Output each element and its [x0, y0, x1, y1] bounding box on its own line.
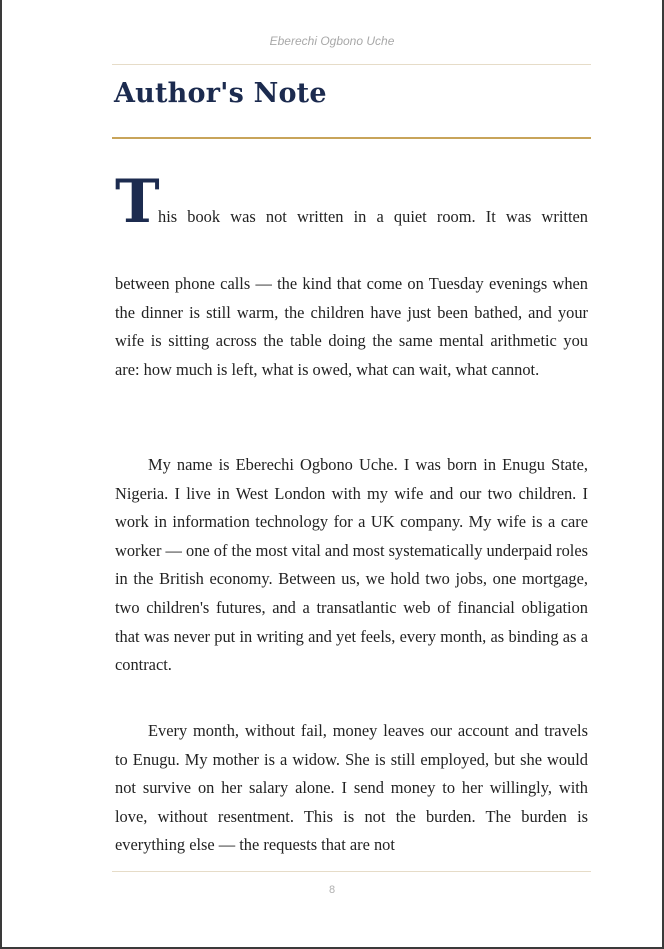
page-number: 8	[328, 884, 336, 896]
title-underline	[112, 137, 591, 139]
paragraph-2: My name is Eberechi Ogbono Uche. I was born in Enugu State, Nigeria. I live in West London with my wife and our two children. I work in information technology for a UK company. My wife is a care worker — one of the most vital and most systematically underpaid roles in the British economy. Between us, we hold two jobs, one mortgage, two children's futures, and a transatlantic web of financial obligation that was never put in writing and yet feels, every month, as binding as a contract.	[115, 455, 588, 675]
first-line-text: his book was not written in a quiet room. It was written	[158, 207, 588, 226]
drop-cap: T	[115, 167, 160, 237]
paragraph-1: between phone calls — the kind that come on Tuesday evenings when the dinner is still warm, the children have just been bathed, and your wife is sitting across the table doing the same mental arithmetic you are: how much is left, what is owed, what can wait, what cannot.	[115, 274, 588, 379]
paragraph-3: Every month, without fail, money leaves our account and travels to Enugu. My mother is a widow. She is still employed, but she would not survive on her salary alone. I send money to her willingly, with love, without resentment. This is not the burden. The burden is everything else — the requests that are not	[115, 721, 588, 855]
header-divider	[112, 64, 591, 65]
footer-divider	[112, 871, 591, 872]
chapter-title: Author's Note	[114, 78, 327, 109]
running-header-author: Eberechi Ogbono Uche	[269, 34, 395, 48]
